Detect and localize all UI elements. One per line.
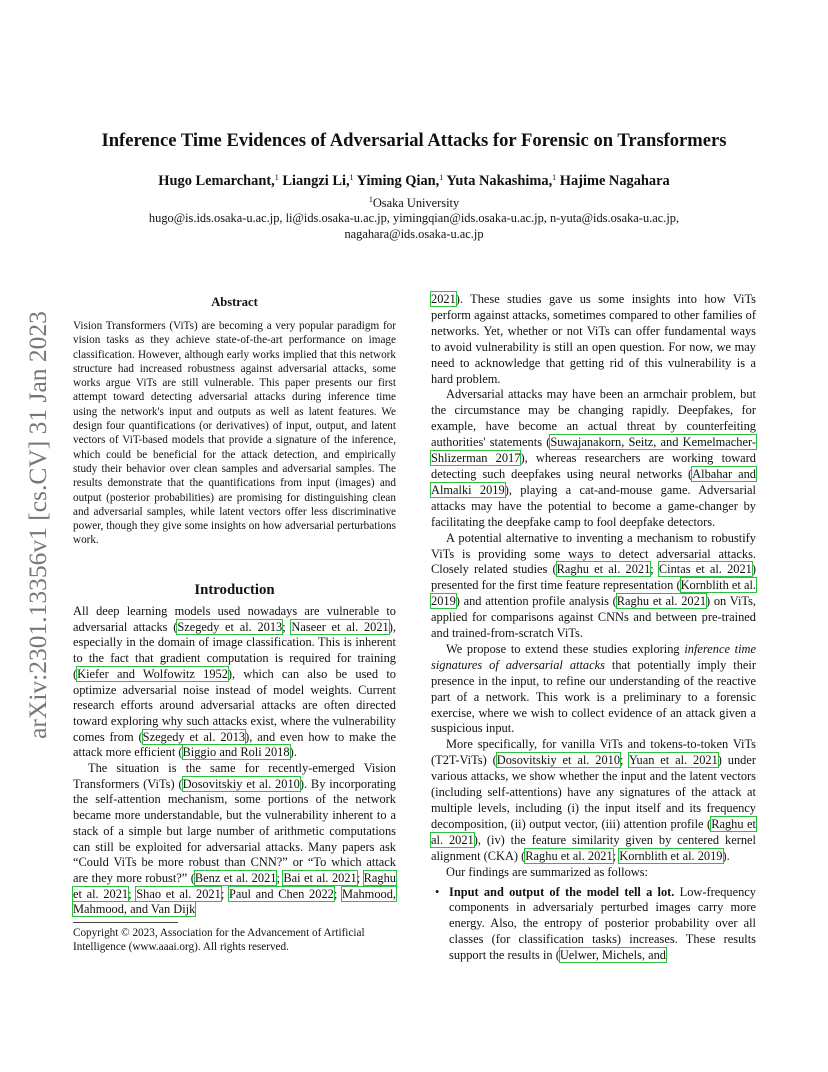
paragraph: All deep learning models used nowadays are vulnerable to adversarial attacks (Szegedy et al. 2013; Naseer et al. 2021), especially in the domain of image classification. This is inherent to the fact that gradient computation is required for training (Kiefer and Wolfowitz 1952), which can also be used to optimize adversarial noise instead of model weights. Current research efforts around adversarial attacks are often directed toward exploring why such attacks exist, where the vulnerability comes from (Szegedy et al. 2013), and even how to make the attack more efficient (Biggio and Roli 2018).: [73, 604, 396, 760]
author: Liangzi Li,$^1$: [282, 173, 354, 189]
citation-link[interactable]: Raghu et al. 2021: [525, 848, 613, 863]
abstract-body: [73, 319, 396, 548]
citation-link[interactable]: Dosovitskiy et al. 2010: [496, 753, 621, 768]
citation-link[interactable]: Albahar and Almalki 2019: [431, 466, 756, 497]
citation-link[interactable]: Mahmood, Mahmood, and Van Dijk: [73, 886, 397, 917]
citation-link[interactable]: Raghu et al. 2021: [73, 870, 396, 901]
citation-link[interactable]: Yuan et al. 2021: [628, 753, 718, 768]
citation-link[interactable]: Kornblith et al. 2019: [431, 578, 756, 609]
author-emails: hugo@is.ids.osaka-u.ac.jp, li@ids.osaka-u.ac.jp, yimingqian@ids.osaka-u.ac.jp, n-yuta@ids.osaka-u.ac.jp,: [148, 211, 680, 225]
author-emails-continued: nagahara@ids.osaka-u.ac.jp: [344, 227, 484, 241]
findings-list: [431, 885, 756, 965]
citation-link[interactable]: Kiefer and Wolfowitz 1952: [77, 666, 228, 681]
citation-link[interactable]: Raghu et al. 2021: [616, 594, 707, 609]
introduction-body: [73, 604, 396, 918]
author-list: [0, 173, 828, 190]
author: Hugo Lemarchant,$^1$: [158, 173, 279, 189]
paper-title: Inference Time Evidences of Adversarial Attacks for Forensic on Transformers: [101, 130, 727, 151]
affiliation: $^1$Osaka University: [368, 195, 460, 210]
paragraph: 2021). These studies gave us some insights into how ViTs perform against attacks, sometimes compared to other families of networks. Yet, whether or not ViTs can offer fundamental ways to avoid vulnerability is still an open question. For now, we may need to acknowledge that getting rid of this vulnerability is a hard problem.: [431, 292, 756, 386]
author: Hajime Nagahara: [559, 173, 670, 189]
citation-link[interactable]: Cintas et al. 2021: [658, 562, 752, 577]
citation-link[interactable]: Szegedy et al. 2013: [177, 619, 283, 634]
citation-link[interactable]: Raghu et al. 2021: [431, 816, 757, 847]
paragraph: The situation is the same for recently-emerged Vision Transformers (ViTs) (Dosovitskiy et al. 2010). By incorporating the self-attention mechanism, some portions of the network became more understandable, but the vulnerability inherent to a stack of a simple but large number of arithmetic computations can still be exploited for adversarial attacks. Many papers ask “Could ViTs be more robust than CNN?” or “To which attack are they more robust?” (Benz et al. 2021; Bai et al. 2021; Raghu et al. 2021; Shao et al. 2021; Paul and Chen 2022; Mahmood, Mahmood, and Van Dijk: [73, 761, 397, 917]
list-item: • Input and output of the model tell a lot. Low-frequency components in adversarialy perturbed images carry more energy. Also, the entropy of posterior probability over all classes (for classification tasks) increases. These results support the results in (Uelwer, Michels, and: [449, 885, 756, 965]
introduction-heading: Introduction: [194, 582, 275, 598]
paragraph: Adversarial attacks may have been an armchair problem, but the circumstance may be changing rapidly. Deepfakes, for example, have become an actual threat by counterfeiting authorities' statements (Suwajanakorn, Seitz, and Kemelmacher-Shlizerman 2017), whereas researchers are working toward detecting such deepfakes using neural networks (Albahar and Almalki 2019), playing a cat-and-mouse game. Adversarial attacks may have the potential to become a game-changer by facilitating the deepfake camp to fool deepfake detectors.: [431, 387, 756, 529]
arxiv-sidebar: [22, 290, 54, 760]
citation-link[interactable]: Naseer et al. 2021: [291, 619, 389, 634]
paragraph: Our findings are summarized as follows:: [446, 864, 648, 879]
citation-link[interactable]: Raghu et al. 2021: [556, 562, 651, 577]
citation-link[interactable]: Bai et al. 2021: [283, 870, 357, 885]
citation-link[interactable]: Uelwer, Michels, and: [559, 948, 666, 963]
citation-link[interactable]: Biggio and Roli 2018: [182, 745, 290, 760]
citation-link[interactable]: Szegedy et al. 2013: [142, 729, 246, 744]
author: Yuta Nakashima,$^1$: [446, 173, 557, 189]
citation-link[interactable]: Kornblith et al. 2019: [619, 848, 723, 863]
paragraph: We propose to extend these studies exploring inference time signatures of adversarial attacks that potentially imply their presence in the input, to refine our understanding of the reactive part of a network. This work is a preliminary to a forensic exercise, where we wish to collect evidence of an attack given a suspicious input.: [431, 641, 756, 736]
abstract-heading: Abstract: [211, 295, 258, 309]
arxiv-identifier: arXiv:2301.13356v1 [cs.CV] 31 Jan 2023: [23, 311, 52, 739]
footnote-rule: [73, 922, 178, 923]
citation-link[interactable]: Benz et al. 2021: [194, 870, 277, 885]
author: Yiming Qian,$^1$: [356, 173, 444, 189]
finding-title: Input and output of the model tell a lot.: [449, 884, 675, 899]
paragraph: More specifically, for vanilla ViTs and tokens-to-token ViTs (T2T-ViTs) (Dosovitskiy et al. 2010; Yuan et al. 2021) under various attacks, we show whether the input and the latent vectors (including self-attentions) have any signatures of the attack at multiple levels, including (i) the input itself and its frequency decomposition, (ii) output vector, (iii) attention profile (Raghu et al. 2021), (iv) the feature similarity given by centered kernel alignment (CKA) (Raghu et al. 2021; Kornblith et al. 2019).: [431, 737, 757, 863]
abstract-text: Vision Transformers (ViTs) are becoming a very popular paradigm for vision tasks as they achieve state-of-the-art performance on image classification. However, although early works implied that this network structure had increased robustness against adversarial attacks, some works argue ViTs are still vulnerable. This paper presents our first attempt toward detecting adversarial attacks during inference time using the network's input and outputs as well as latent features. We design four quantifications (or derivatives) of input, output, and latent vectors of ViT-based models that provide a signature of the inference, which could be beneficial for the attack detection, and empirically study their behavior over clean samples and adversarial samples. The results demonstrate that the quantifications from input (images) and output (posterior probabilities) are promising for distinguishing clean and adversarial samples, while latent vectors offer less discriminative power, though they give some insights on how adversarial perturbations work.: [73, 320, 396, 547]
citation-link[interactable]: Paul and Chen 2022: [228, 886, 334, 901]
emphasis: inference time signatures of adversarial attacks: [431, 641, 756, 672]
citation-link[interactable]: Shao et al. 2021: [136, 886, 221, 901]
citation-link[interactable]: Dosovitskiy et al. 2010: [182, 776, 300, 791]
citation-link[interactable]: Suwajanakorn, Seitz, and Kemelmacher-Shlizerman 2017: [431, 435, 756, 466]
citation-link[interactable]: 2021: [431, 292, 456, 306]
paragraph: A potential alternative to inventing a mechanism to robustify ViTs is providing some ways to detect adversarial attacks. Closely related studies (Raghu et al. 2021; Cintas et al. 2021) presented for the first time feature representation (Kornblith et al. 2019) and attention profile analysis (Raghu et al. 2021) on ViTs, applied for comparisons against CNNs and between pre-trained and trained-from-scratch ViTs.: [431, 530, 757, 641]
copyright-footnote: Copyright © 2023, Association for the Advancement of Artificial Intelligence (www.aaai.org). All rights reserved.: [73, 927, 365, 953]
right-column-body: [431, 292, 756, 964]
